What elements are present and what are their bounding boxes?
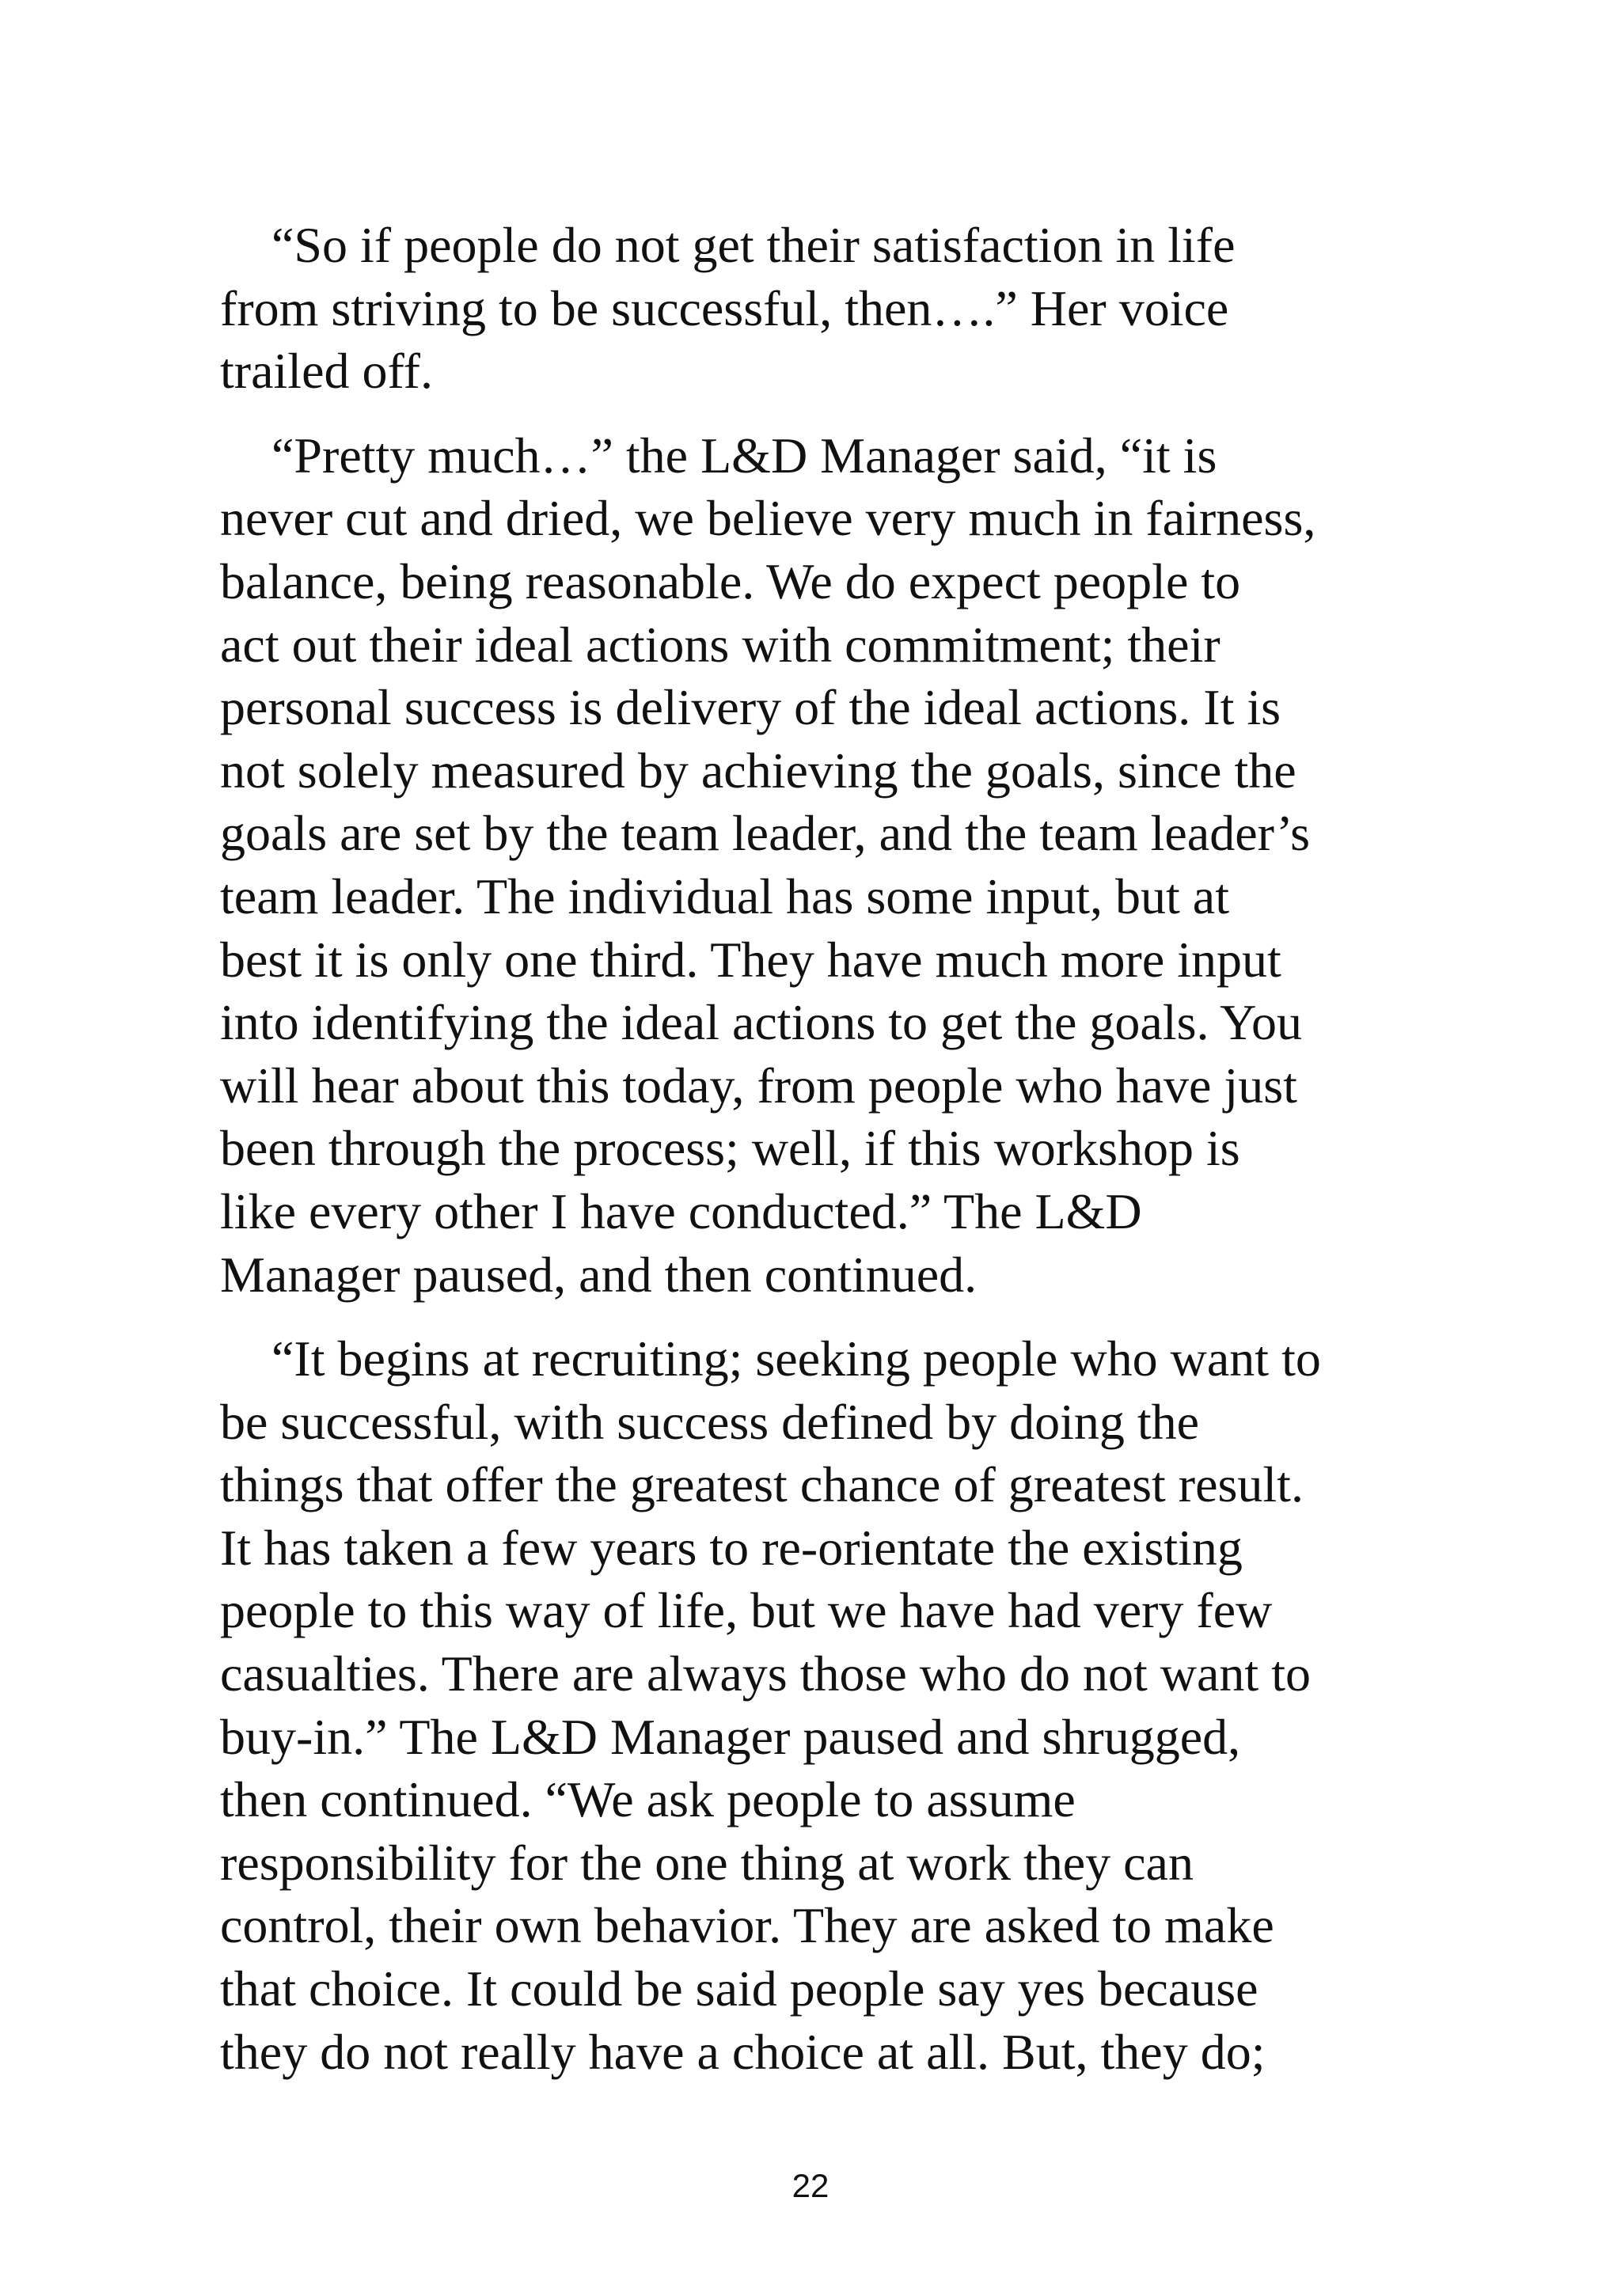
text-line: Manager paused, and then continued. — [220, 1246, 978, 1303]
text-line: that choice. It could be said people say yes because — [220, 1960, 1258, 2017]
paragraph-3 — [220, 1327, 1415, 2083]
text-line: they do not really have a choice at all. But, they do; — [220, 2023, 1266, 2080]
text-line: “Pretty much…” the L&D Manager said, “it is — [271, 427, 1217, 484]
text-line: buy-in.” The L&D Manager paused and shrugged, — [220, 1708, 1241, 1765]
text-line: “So if people do not get their satisfaction in life — [271, 217, 1236, 273]
paragraph-2 — [220, 424, 1415, 1306]
text-line: from striving to be successful, then….” Her voice — [220, 279, 1229, 336]
text-line: personal success is delivery of the ideal actions. It is — [220, 679, 1281, 736]
text-line: balance, being reasonable. We do expect people to — [220, 552, 1241, 609]
text-line: team leader. The individual has some input, but at — [220, 867, 1229, 924]
text-line: control, their own behavior. They are asked to make — [220, 1897, 1274, 1954]
text-line: like every other I have conducted.” The L&D — [220, 1182, 1142, 1239]
text-line: casualties. There are always those who do not want to — [220, 1645, 1311, 1702]
text-line: best it is only one third. They have much more input — [220, 931, 1281, 988]
page-number: 22 — [792, 2167, 829, 2204]
text-line: then continued. “We ask people to assume — [220, 1771, 1076, 1828]
text-line: It has taken a few years to re-orientate the existing — [220, 1519, 1243, 1576]
text-line: responsibility for the one thing at work they can — [220, 1834, 1194, 1891]
text-line: into identifying the ideal actions to get the goals. You — [220, 994, 1302, 1051]
text-line: act out their ideal actions with commitment; their — [220, 616, 1220, 673]
paragraph-1 — [220, 214, 1415, 403]
text-line: trailed off. — [220, 343, 433, 400]
text-line: be successful, with success defined by doing the — [220, 1393, 1200, 1450]
body-text — [220, 214, 1415, 2104]
text-line: goals are set by the team leader, and the team leader’s — [220, 805, 1310, 862]
text-line: “It begins at recruiting; seeking people who want to — [271, 1330, 1321, 1387]
text-line: been through the process; well, if this workshop is — [220, 1120, 1240, 1177]
text-line: will hear about this today, from people who have just — [220, 1057, 1297, 1114]
text-line: things that offer the greatest chance of greatest result. — [220, 1456, 1304, 1513]
text-line: people to this way of life, but we have had very few — [220, 1582, 1273, 1639]
text-line: not solely measured by achieving the goals, since the — [220, 742, 1296, 799]
text-line: never cut and dried, we believe very much in fairness, — [220, 490, 1316, 547]
